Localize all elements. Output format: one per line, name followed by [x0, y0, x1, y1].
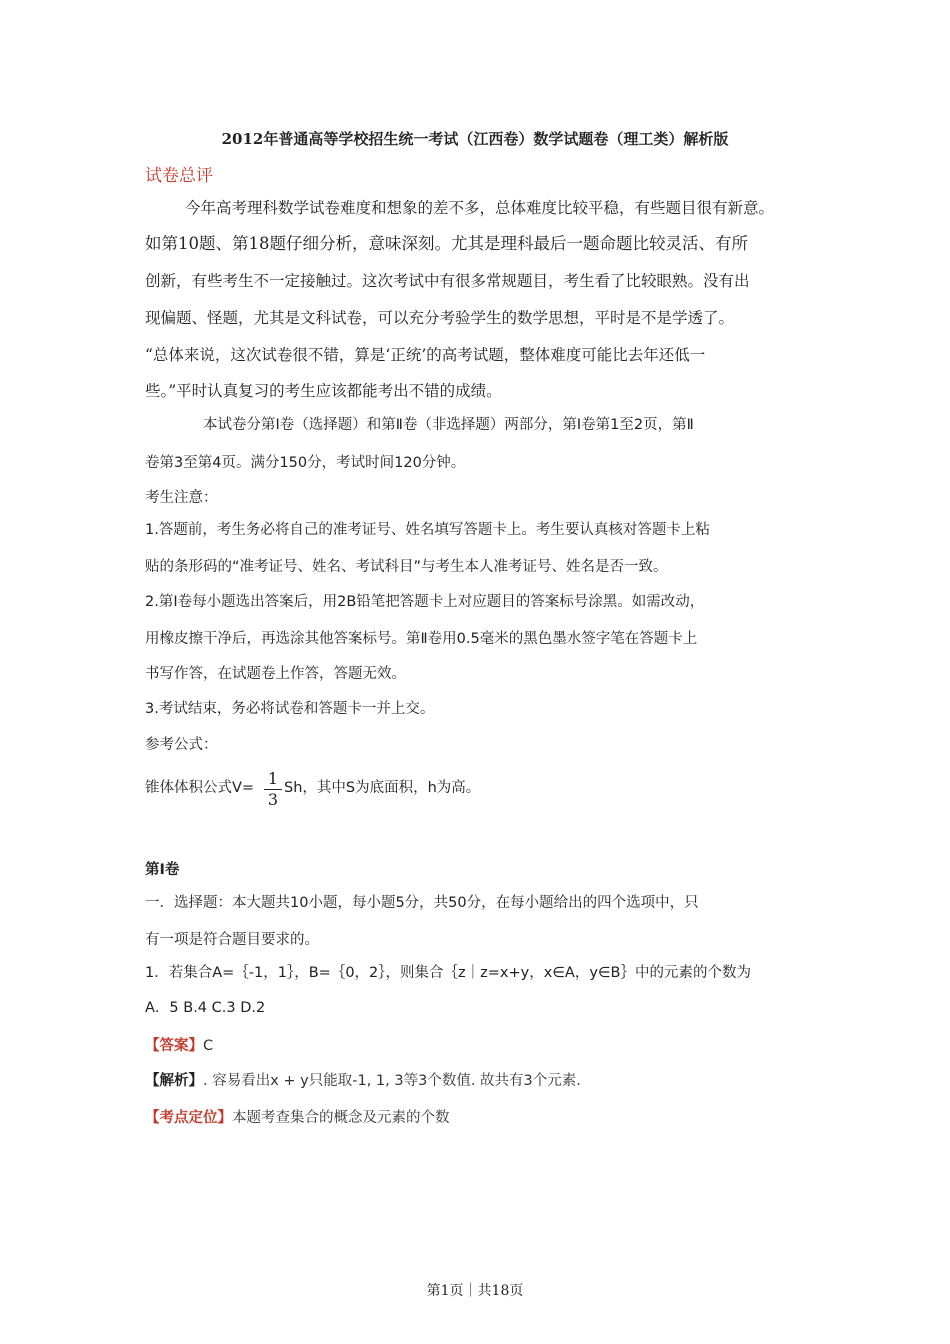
formula-heading: 参考公式： [145, 737, 218, 753]
notice-line-3: 2.第Ⅰ卷每小题选出答案后，用2B铅笔把答题卡上对应题目的答案标号涂黑。如需改动， [145, 594, 705, 610]
knowledge-point-text: 本题考查集合的概念及元素的个数 [232, 1110, 450, 1126]
notice-line-5: 书写作答，在试题卷上作答，答题无效。 [145, 666, 406, 682]
knowledge-point-tag: 【考点定位】 [145, 1110, 232, 1126]
fraction-denominator: 3 [267, 790, 279, 809]
fraction-one-third [262, 770, 284, 809]
summary-line-2: 如第10题、第18题仔细分析，意味深刻。尤其是理科最后一题命题比较灵活、有所 [145, 234, 748, 253]
notice-heading: 考生注意： [145, 490, 218, 506]
question-1-options: A．5 B.4 C.3 D.2 [145, 1000, 266, 1016]
analysis-row [145, 1070, 581, 1091]
part-one-line-2: 有一项是符合题目要求的。 [145, 932, 319, 948]
section-heading-summary: 试卷总评 [145, 166, 213, 186]
summary-line-3: 创新，有些考生不一定接触过。这次考试中有很多常规题目，考生看了比较眼熟。没有出 [145, 272, 750, 290]
answer-row [145, 1035, 213, 1056]
summary-line-1: 今年高考理科数学试卷难度和想象的差不多，总体难度比较平稳，有些题目很有新意。 [185, 199, 775, 217]
fraction-numerator: 1 [267, 769, 279, 788]
formula-suffix: Sh，其中S为底面积，h为高。 [284, 780, 481, 796]
answer-tag: 【答案】 [145, 1038, 203, 1054]
summary-line-6: 些。”平时认真复习的考生应该都能考出不错的成绩。 [145, 382, 502, 400]
intro-line-1: 本试卷分第Ⅰ卷（选择题）和第Ⅱ卷（非选择题）两部分，第Ⅰ卷第1至2页，第Ⅱ [203, 417, 694, 433]
question-1: 1．若集合A=｛-1，1｝，B=｛0，2｝，则集合｛z｜z=x+y，x∈A，y∈B｝中的元素的个数为 [145, 965, 751, 981]
notice-line-6: 3.考试结束，务必将试卷和答题卡一并上交。 [145, 701, 435, 717]
notice-line-1: 1.答题前，考生务必将自己的准考证号、姓名填写答题卡上。考生要认真核对答题卡上粘 [145, 522, 710, 538]
summary-line-5: “总体来说，这次试卷很不错，算是‘正统’的高考试题，整体难度可能比去年还低一 [145, 346, 706, 364]
part-one-heading: 第Ⅰ卷 [145, 862, 180, 878]
summary-line-4: 现偏题、怪题，尤其是文科试卷，可以充分考验学生的数学思想，平时是不是学透了。 [145, 309, 735, 327]
intro-line-2: 卷第3至第4页。满分150分，考试时间120分钟。 [145, 455, 466, 471]
notice-line-2: 贴的条形码的“准考证号、姓名、考试科目”与考生本人准考证号、姓名是否一致。 [145, 559, 668, 575]
part-one-line-1: 一．选择题：本大题共10小题，每小题5分，共50分，在每小题给出的四个选项中，只 [145, 895, 699, 911]
notice-line-4: 用橡皮擦干净后，再选涂其他答案标号。第Ⅱ卷用0.5毫米的黑色墨水签字笔在答题卡上 [145, 631, 698, 647]
answer-value: C [203, 1038, 214, 1054]
analysis-text: . 容易看出x + y只能取-1, 1, 3等3个数值. 故共有3个元素. [203, 1073, 581, 1089]
formula-prefix: 锥体体积公式V= [145, 780, 255, 796]
document-title: 2012年普通高等学校招生统一考试（江西卷）数学试题卷（理工类）解析版 [221, 130, 729, 148]
knowledge-point-row [145, 1107, 450, 1128]
page-footer: 第1页｜共18页 [426, 1283, 524, 1299]
analysis-tag: 【解析】 [145, 1073, 203, 1089]
